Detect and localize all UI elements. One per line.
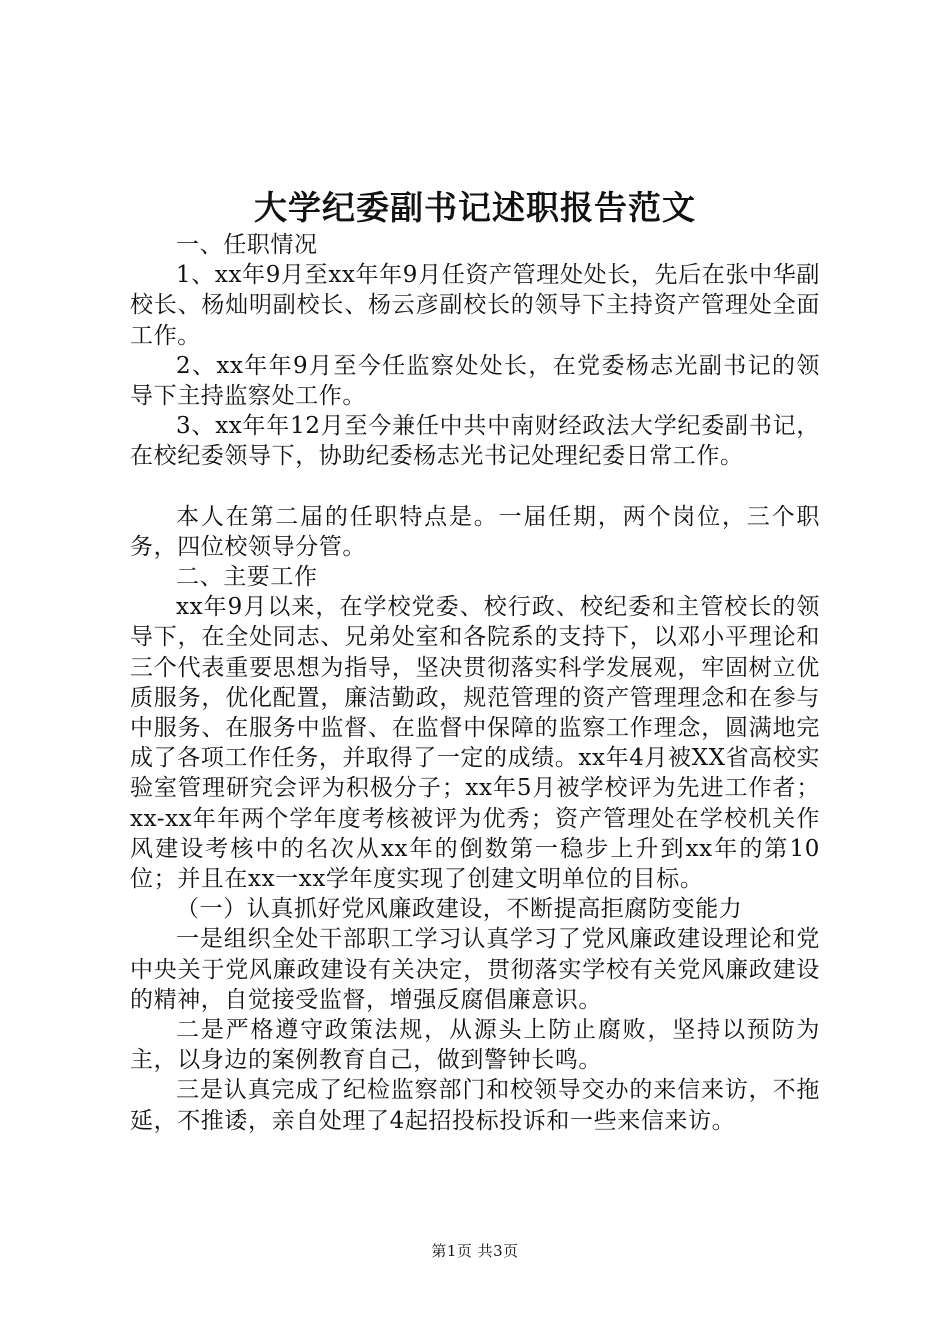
- document-title: 大学纪委副书记述职报告范文: [254, 188, 696, 227]
- section-heading-2: 二、主要工作: [176, 564, 318, 591]
- paragraph-6: 一是组织全处干部职工学习认真学习了党风廉政建设理论和党中央关于党风廉政建设有关决定，贯彻落实学校有关党风廉政建设的精神，自觉接受监督，增强反腐倡廉意识。: [130, 926, 820, 1013]
- paragraph-4: 本人在第二届的任职特点是。一届任期，两个岗位，三个职务，四位校领导分管。: [130, 503, 820, 560]
- paragraph-2: 2、xx年年9月至今任监察处处长，在党委杨志光副书记的领导下主持监察处工作。: [130, 352, 820, 410]
- document-body: [130, 230, 820, 1136]
- paragraph-1: 1、xx年9月至xx年年9月任资产管理处处长，先后在张中华副校长、杨灿明副校长、杨云彦副校长的领导下主持资产管理处全面工作。: [130, 262, 820, 349]
- paragraph-3: 3、xx年年12月至今兼任中共中南财经政法大学纪委副书记，在校纪委领导下，协助纪委杨志光书记处理纪委日常工作。: [130, 413, 820, 470]
- paragraph-5: xx年9月以来，在学校党委、校行政、校纪委和主管校长的领导下，在全处同志、兄弟处室和各院系的支持下，以邓小平理论和三个代表重要思想为指导，坚决贯彻落实科学发展观，牢固树立优质服务，优化配置，廉洁勤政，规范管理的资产管理理念和在参与中服务、在服务中监督、在监督中保障的监察工作理念，圆满地完成了各项工作任务，并取得了一定的成绩。xx年4月被XX省高校实验室管理研究会评为积极分子；xx年5月被学校评为先进工作者；xx-xx年年两个学年度考核被评为优秀；资产管理处在学校机关作风建设考核中的名次从xx年的倒数第一稳步上升到xx年的第10位；并且在xx一xx学年度实现了创建文明单位的目标。: [130, 594, 820, 893]
- paragraph-7: 二是严格遵守政策法规，从源头上防止腐败，坚持以预防为主，以身边的案例教育自己，做到警钟长鸣。: [130, 1017, 820, 1074]
- subsection-heading-1: （一）认真抓好党风廉政建设，不断提高拒腐防变能力: [176, 896, 743, 923]
- section-heading-1: 一、任职情况: [176, 232, 318, 258]
- paragraph-gap: [130, 472, 820, 502]
- page-footer: 第1页 共3页: [431, 1242, 519, 1260]
- paragraph-8: 三是认真完成了纪检监察部门和校领导交办的来信来访，不拖延，不推诿，亲自处理了4起招投标投诉和一些来信来访。: [130, 1077, 820, 1134]
